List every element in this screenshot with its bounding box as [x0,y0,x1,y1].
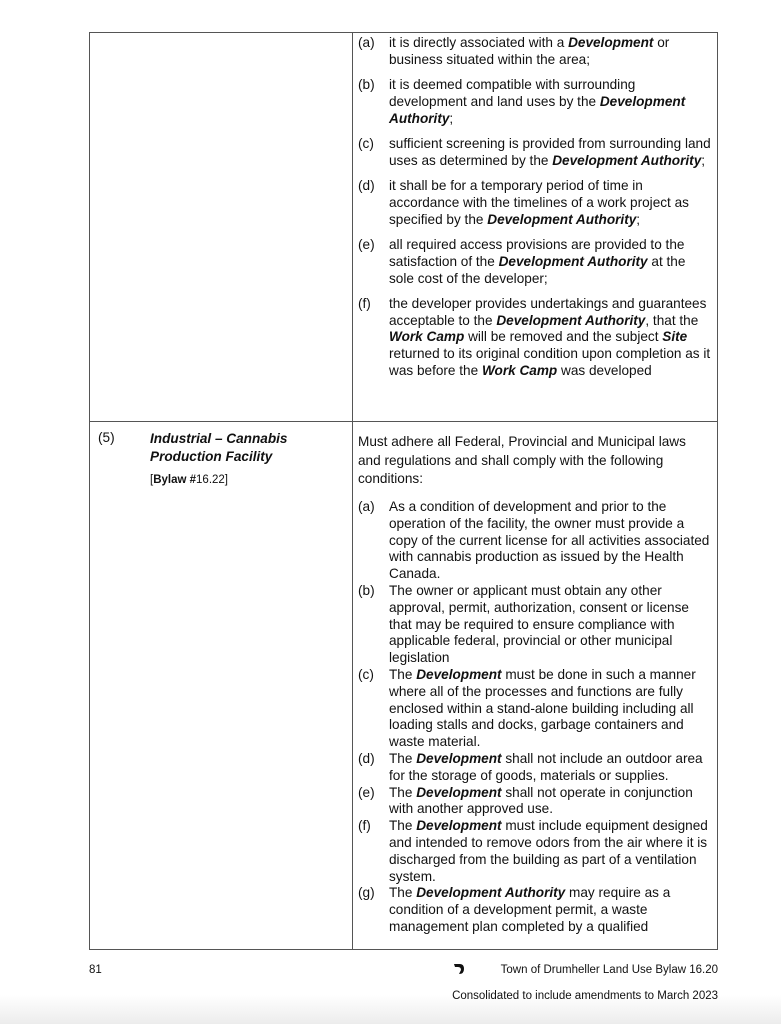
text-run: the developer provides undertakings and guarantees acceptable to the [389,295,707,328]
column-divider [352,33,353,949]
town-logo-icon [453,962,465,980]
bylaw-label: Bylaw # [153,474,197,486]
list-item [358,35,713,69]
item-text [389,885,713,935]
item-text [389,785,713,819]
list-item [358,499,713,583]
item-text [389,751,713,785]
defined-term: Development [568,35,654,50]
item-letter: (e) [358,784,375,800]
item-text [389,818,713,885]
text-run: ; [449,110,454,126]
defined-term: Development Authority [496,312,646,328]
text-run: will be removed and the subject [464,329,663,345]
item-text [389,237,713,287]
item-text [389,296,713,380]
list-item [358,583,713,667]
text-run: The [389,666,417,682]
item-letter: (a) [358,499,375,514]
text-run: ; [701,152,706,168]
text-run: , that the [645,312,699,328]
cannabis-conditions-list [358,499,713,936]
item-text [389,136,713,170]
text-run: all required access provisions are provided to the satisfaction of the [389,236,685,269]
item-text [389,667,713,751]
defined-term: Development Authority [416,885,566,901]
list-item [358,785,713,819]
defined-term: Site [662,329,688,345]
text-run: shall not operate in conjunction with another approved use. [389,784,693,817]
text-run: was developed [557,363,652,379]
defined-term: Development Authority [389,93,686,126]
item-letter: (a) [358,35,375,50]
text-run: it is directly associated with a [389,35,569,50]
defined-term: Development [416,784,502,800]
list-item [358,77,713,127]
list-item [358,136,713,170]
text-run: sufficient screening is provided from surrounding land uses as determined by the [389,135,711,168]
item-letter: (b) [358,77,375,93]
defined-term: Development Authority [498,253,648,269]
previous-conditions-list [358,35,713,388]
item-text [389,499,713,583]
text-run: shall not include an outdoor area for the storage of goods, materials or supplies. [389,750,703,783]
text-run: The [389,750,417,766]
page-number: 81 [89,964,102,976]
bylaw-number: 16.22] [196,474,229,486]
defined-term: Development [416,666,502,682]
text-run: must be done in such a manner where all of the processes and functions are fully enclosed within a stand-alone building including all loading stalls and docks, garbage containers and waste material. [389,666,696,750]
item-letter: (b) [358,582,375,598]
consolidation-note: Consolidated to include amendments to March 2023 [452,990,718,1002]
list-item [358,751,713,785]
defined-term: Development Authority [552,152,702,168]
use-name: Industrial – Cannabis Production Facility [150,431,288,464]
list-item [358,237,713,287]
text-run: The [389,885,417,901]
row-number: (5) [98,430,115,445]
text-run: or business situated within the area; [389,35,670,67]
text-run: The [389,818,417,834]
text-run: must include equipment designed and intended to remove odors from the air where it is discharged from the building as part of a ventilation system. [389,818,708,884]
item-letter: (g) [358,885,375,901]
text-run: The owner or applicant must obtain any other approval, permit, authorization, consent or license that may be required to ensure compliance with applicable federal, provincial or other municipal legislation [389,582,689,666]
list-item [358,885,713,935]
defined-term: Work Camp [481,363,558,379]
bylaw-prefix: [ [150,474,154,486]
defined-term: Development Authority [487,211,637,227]
text-run: The [389,784,417,800]
text-run: at the sole cost of the developer; [389,253,686,286]
item-letter: (c) [358,666,374,682]
item-letter: (c) [358,135,374,151]
item-text [389,35,713,69]
list-item [358,296,713,380]
item-text [389,583,713,667]
text-run: ; [636,211,641,227]
list-item [358,178,713,228]
text-run: it shall be for a temporary period of time in accordance with the timelines of a work project as specified by the [389,178,689,227]
item-letter: (d) [358,178,375,194]
defined-term: Work Camp [389,329,465,345]
defined-term: Development [416,818,502,834]
text-run: returned to its original condition upon completion as it was before the [389,346,711,379]
item-letter: (e) [358,236,375,252]
document-title: Town of Drumheller Land Use Bylaw 16.20 [500,964,718,976]
item-text [389,77,713,127]
item-text [389,178,713,228]
list-item [358,818,713,885]
text-run: it is deemed compatible with surrounding development and land uses by the [389,77,636,109]
item-letter: (f) [358,818,371,834]
row-divider [90,421,717,422]
text-run: may require as a condition of a development permit, a waste management plan completed by a qualified [389,885,671,934]
defined-term: Development [416,750,502,766]
text-run: As a condition of development and prior to the operation of the facility, the owner must provide a copy of the current license for all activities associated with cannabis production as issued by the Health Canada. [389,499,710,582]
item-letter: (f) [358,295,371,311]
bylaw-table [89,32,718,950]
list-item [358,667,713,751]
bylaw-reference [150,474,228,486]
item-letter: (d) [358,750,375,766]
conditions-intro: Must adhere all Federal, Provincial and Municipal laws and regulations and shall comply with the following conditions: [358,434,686,486]
